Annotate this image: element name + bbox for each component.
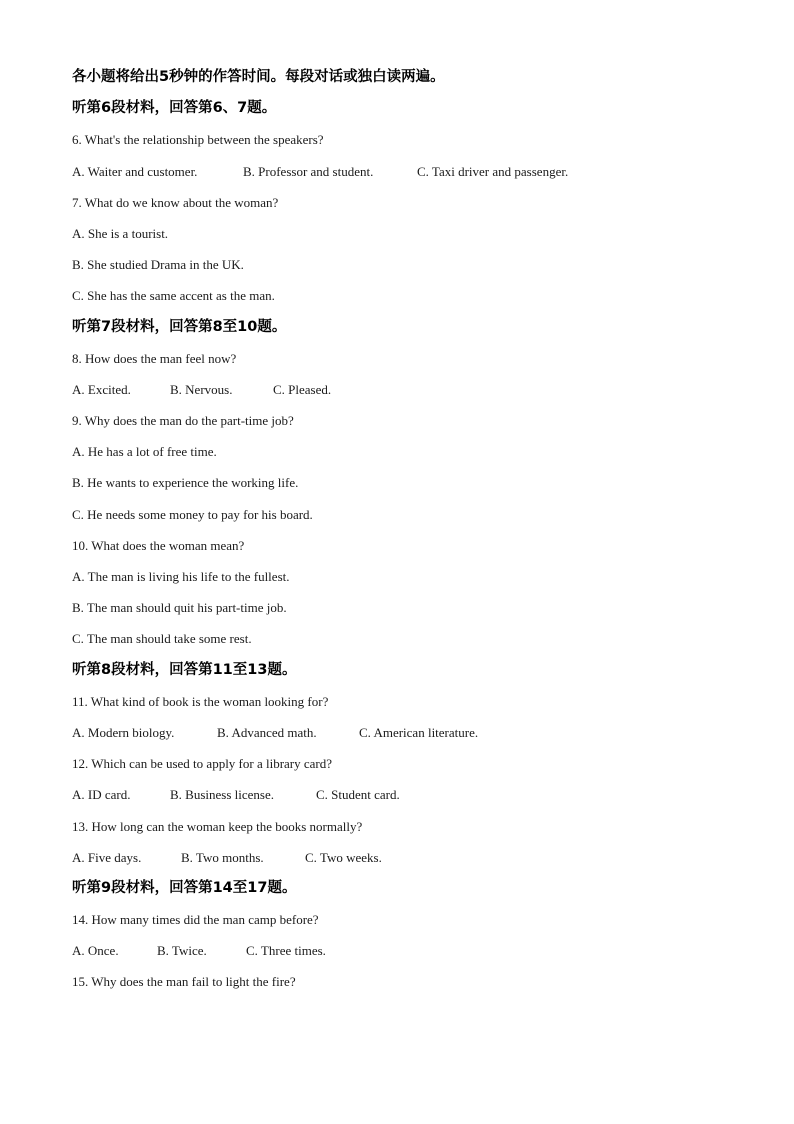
option-c: C. Three times. xyxy=(246,943,326,959)
options-row xyxy=(72,374,752,405)
option-a: A. She is a tourist. xyxy=(72,225,169,241)
page-content xyxy=(72,62,752,998)
instructions-text: 各小题将给出5秒钟的作答时间。每段对话或独白读两遍。 xyxy=(72,69,445,85)
option-a: A. ID card. xyxy=(72,787,131,803)
option-c: C. She has the same accent as the man. xyxy=(72,288,275,304)
option-c: C. Taxi driver and passenger. xyxy=(417,163,569,179)
options-row xyxy=(72,779,752,810)
question-text: 10. What does the woman mean? xyxy=(72,537,245,553)
section-heading: 听第9段材料，回答第14至17题。 xyxy=(72,879,297,896)
options-row xyxy=(72,156,752,187)
option-b: B. Professor and student. xyxy=(243,163,374,179)
question-text: 11. What kind of book is the woman looking for? xyxy=(72,693,329,709)
question-text: 6. What's the relationship between the speakers? xyxy=(72,132,324,148)
option-a: A. Excited. xyxy=(72,381,131,397)
question-text: 8. How does the man feel now? xyxy=(72,350,237,366)
option-b: B. He wants to experience the working life. xyxy=(72,475,299,491)
question-text: 12. Which can be used to apply for a library card? xyxy=(72,756,333,772)
options-row xyxy=(72,935,752,966)
option-b: B. Business license. xyxy=(170,787,274,803)
option-b: B. Twice. xyxy=(157,943,207,959)
option-a: A. Modern biology. xyxy=(72,724,175,740)
question-text: 13. How long can the woman keep the books normally? xyxy=(72,818,363,834)
section-heading: 听第6段材料，回答第6、7题。 xyxy=(72,100,277,117)
options-row xyxy=(72,842,752,873)
option-a: A. Waiter and customer. xyxy=(72,163,198,179)
option-c: C. Two weeks. xyxy=(305,849,382,865)
options-row xyxy=(72,717,752,748)
option-a: A. Once. xyxy=(72,943,119,959)
question-text: 15. Why does the man fail to light the fire? xyxy=(72,974,296,990)
question-text: 7. What do we know about the woman? xyxy=(72,194,279,210)
option-c: C. Pleased. xyxy=(273,381,332,397)
question-text: 9. Why does the man do the part-time job? xyxy=(72,413,294,429)
option-a: A. The man is living his life to the fullest. xyxy=(72,569,290,584)
option-b: B. The man should quit his part-time job. xyxy=(72,600,287,616)
option-c: C. The man should take some rest. xyxy=(72,631,252,647)
option-b: B. Advanced math. xyxy=(217,724,317,740)
section-heading: 听第7段材料，回答第8至10题。 xyxy=(72,318,287,335)
option-b: B. Nervous. xyxy=(170,381,233,397)
option-a: A. Five days. xyxy=(72,849,142,865)
option-b: B. She studied Drama in the UK. xyxy=(72,257,244,273)
option-c: C. He needs some money to pay for his board. xyxy=(72,506,313,522)
option-c: C. Student card. xyxy=(316,787,400,803)
option-a: A. He has a lot of free time. xyxy=(72,444,217,460)
option-b: B. Two months. xyxy=(181,849,264,865)
question-text: 14. How many times did the man camp before? xyxy=(72,912,319,928)
option-c: C. American literature. xyxy=(359,724,479,740)
section-heading: 听第8段材料，回答第11至13题。 xyxy=(72,661,297,678)
